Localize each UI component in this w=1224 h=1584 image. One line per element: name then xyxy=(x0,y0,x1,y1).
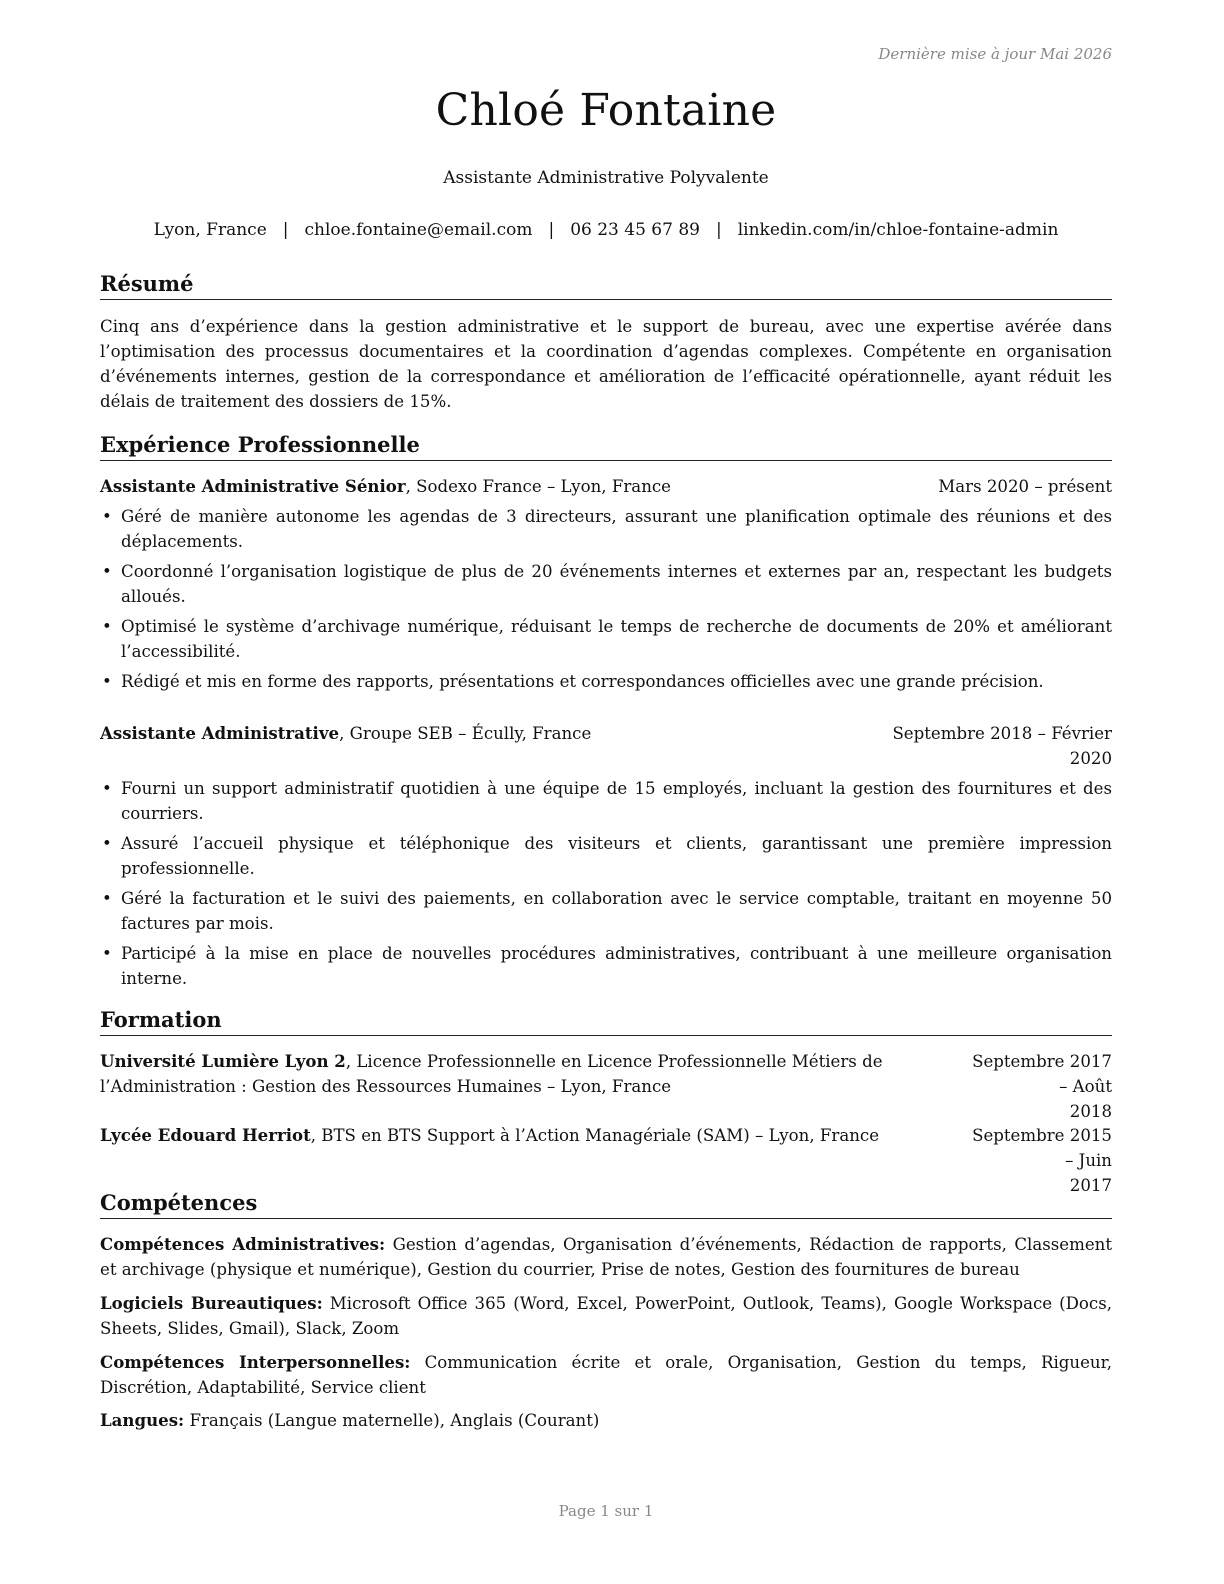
job-title-company xyxy=(100,721,591,746)
bullet-icon: • xyxy=(102,617,112,636)
education-school: Université Lumière Lyon 2 xyxy=(100,1051,346,1071)
contact-email[interactable]: chloe.fontaine@email.com xyxy=(304,220,533,240)
contact-location: Lyon, France xyxy=(153,220,267,240)
skill-label: Compétences Interpersonnelles: xyxy=(100,1352,411,1372)
bullet-icon: • xyxy=(102,507,112,526)
job-role: Assistante Administrative xyxy=(100,723,340,743)
list-item: • Fourni un support administratif quotidien à une équipe de 15 employés, incluant la gestion des fournitures et des courriers. xyxy=(100,776,1112,826)
list-item: • Assuré l’accueil physique et téléphonique des visiteurs et clients, garantissant une première impression professionnelle. xyxy=(100,831,1112,881)
contact-phone[interactable]: 06 23 45 67 89 xyxy=(570,220,700,240)
job-title-company xyxy=(100,474,671,499)
section-title-experience: Expérience Professionnelle xyxy=(100,432,1112,461)
last-updated: Dernière mise à jour Mai 2026 xyxy=(878,45,1112,63)
education-school: Lycée Edouard Herriot xyxy=(100,1125,311,1145)
education-detail: Lycée Edouard Herriot, BTS en BTS Support à l’Action Managériale (SAM) – Lyon, France xyxy=(100,1125,880,1145)
candidate-name: Chloé Fontaine xyxy=(435,85,777,136)
section-title-education: Formation xyxy=(100,1007,1112,1036)
job-bullets xyxy=(100,776,1112,996)
list-item: • Géré de manière autonome les agendas de 3 directeurs, assurant une planification optimale des réunions et des déplacements. xyxy=(100,504,1112,554)
education-dates: Septembre 2017 – Août 2018 xyxy=(972,1049,1112,1124)
skill-label: Langues: xyxy=(100,1410,185,1430)
bullet-icon: • xyxy=(102,562,112,581)
summary-text: Cinq ans d’expérience dans la gestion administrative et le support de bureau, avec une expertise avérée dans l’optimisation des processus documentaires et la coordination d’agendas complexes. Compétente en organisation d’événements internes, gestion de la correspondance et amélioration de l’efficacité opérationnelle, ayant réduit les délais de traitement des dossiers de 15%. xyxy=(100,317,1112,411)
job-title: Assistante Administrative Polyvalente xyxy=(443,168,769,188)
skill-group: Logiciels Bureautiques: Microsoft Office 365 (Word, Excel, PowerPoint, Outlook, Teams), Google Workspace (Docs, Sheets, Slides, Gmail), Slack, Zoom xyxy=(100,1293,1112,1338)
list-item: • Optimisé le système d’archivage numérique, réduisant le temps de recherche de documents de 20% et améliorant l’accessibilité. xyxy=(100,614,1112,664)
skill-label: Logiciels Bureautiques: xyxy=(100,1293,323,1313)
contact-line xyxy=(100,220,1112,240)
contact-separator: | xyxy=(715,220,722,240)
list-item: • Géré la facturation et le suivi des paiements, en collaboration avec le service comptable, traitant en moyenne 50 factures par mois. xyxy=(100,886,1112,936)
job-role: Assistante Administrative Sénior xyxy=(100,476,406,496)
contact-separator: | xyxy=(282,220,289,240)
education-dates: Septembre 2015 – Juin 2017 xyxy=(972,1123,1112,1198)
bullet-icon: • xyxy=(102,672,112,691)
education-detail: Université Lumière Lyon 2, Licence Professionnelle en Licence Professionnelle Métiers de l’Administration : Gestion des Ressources Humaines – Lyon, France xyxy=(100,1051,883,1096)
skill-group: Langues: Français (Langue maternelle), Anglais (Courant) xyxy=(100,1410,600,1430)
list-item: • Participé à la mise en place de nouvelles procédures administratives, contribuant à une meilleure organisation interne. xyxy=(100,941,1112,991)
job-bullets xyxy=(100,504,1112,699)
job-dates: Septembre 2018 – Février 2020 xyxy=(892,724,1112,768)
job-dates: Mars 2020 – présent xyxy=(938,477,1112,496)
bullet-icon: • xyxy=(102,834,112,853)
contact-separator: | xyxy=(548,220,555,240)
section-title-skills: Compétences xyxy=(100,1190,1112,1219)
bullet-icon: • xyxy=(102,944,112,963)
resume-page xyxy=(100,0,1112,1584)
skill-group: Compétences Interpersonnelles: Communication écrite et orale, Organisation, Gestion du temps, Rigueur, Discrétion, Adaptabilité, Service client xyxy=(100,1352,1112,1397)
section-title-summary: Résumé xyxy=(100,271,1112,300)
page-number: Page 1 sur 1 xyxy=(558,1502,654,1520)
list-item: • Coordonné l’organisation logistique de plus de 20 événements internes et externes par an, respectant les budgets alloués. xyxy=(100,559,1112,609)
bullet-icon: • xyxy=(102,889,112,908)
list-item: • Rédigé et mis en forme des rapports, présentations et correspondances officielles avec une grande précision. xyxy=(100,669,1112,694)
bullet-icon: • xyxy=(102,779,112,798)
contact-linkedin[interactable]: linkedin.com/in/chloe-fontaine-admin xyxy=(737,220,1059,240)
job-company: , Sodexo France – Lyon, France xyxy=(405,477,671,496)
skill-label: Compétences Administratives: xyxy=(100,1234,386,1254)
job-company: , Groupe SEB – Écully, France xyxy=(339,724,592,743)
skill-group: Compétences Administratives: Gestion d’agendas, Organisation d’événements, Rédaction de rapports, Classement et archivage (physique et numérique), Gestion du courrier, Prise de notes, Gestion des fournitures de bureau xyxy=(100,1234,1112,1279)
